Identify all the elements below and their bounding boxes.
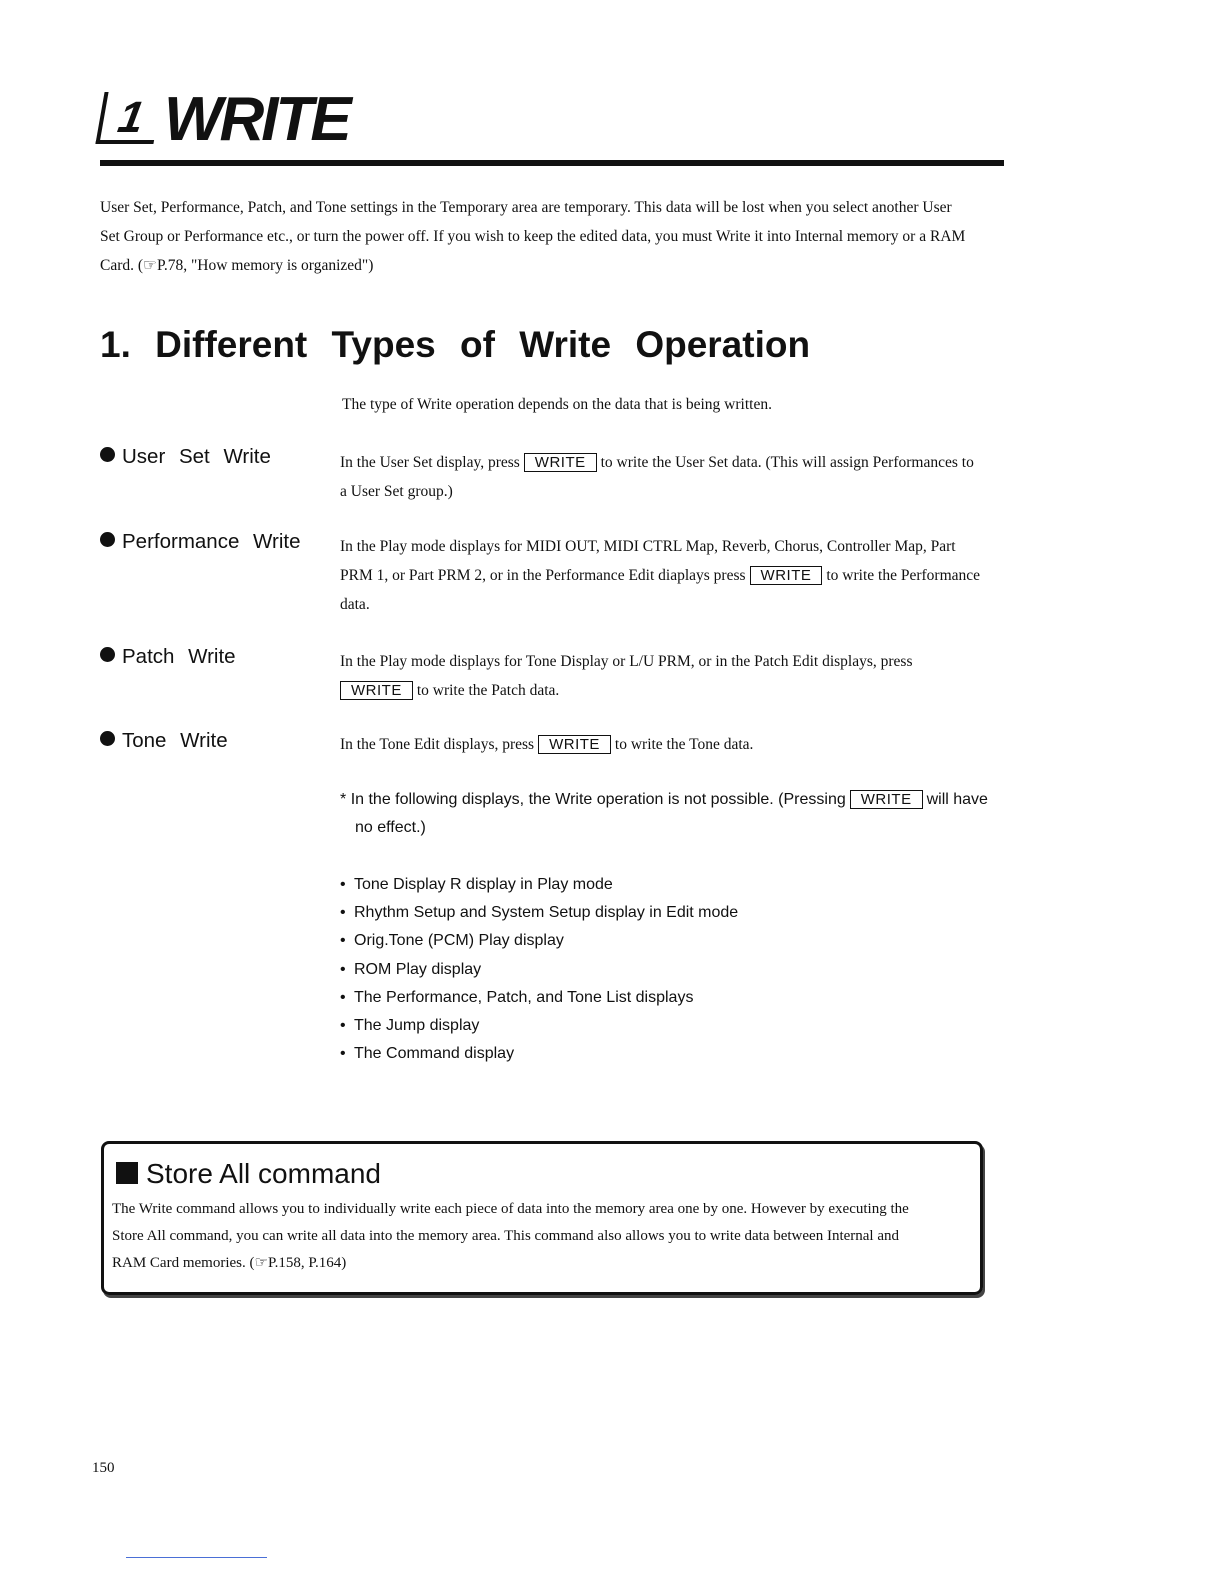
list-item <box>340 1040 940 1068</box>
intro-line: Set Group or Performance etc., or turn the power off. If you wish to keep the edited data, you must Write it into Internal memory or a RAM <box>100 228 966 245</box>
description-line: data. <box>340 596 370 613</box>
footer-rule <box>126 1557 267 1558</box>
description-text: In the User Set display, press <box>340 454 520 471</box>
reference-icon: ☞ <box>254 1255 268 1271</box>
note <box>340 786 1004 842</box>
asterisk-mark: * <box>340 791 347 808</box>
bullet-icon <box>100 447 115 462</box>
bullet-icon: • <box>340 876 346 893</box>
write-key: WRITE <box>750 566 823 585</box>
bullet-icon: • <box>340 1017 346 1035</box>
list-item-text: Tone Display R display in Play mode <box>354 876 613 893</box>
description-text: PRM 1, or Part PRM 2, or in the Performance Edit diaplays press <box>340 567 746 584</box>
write-type-label <box>100 643 336 671</box>
bullet-icon <box>100 532 115 547</box>
list-item <box>340 956 940 984</box>
write-type-label <box>100 528 336 556</box>
list-item <box>340 927 940 955</box>
intro-line: User Set, Performance, Patch, and Tone settings in the Temporary area are temporary. This data will be lost when you select another User <box>100 199 952 216</box>
write-type-label-text: Performance Write <box>122 530 301 553</box>
write-type-label-text: Patch Write <box>122 645 236 668</box>
note-line <box>340 786 1004 814</box>
chapter-title: WRITE <box>164 85 349 154</box>
write-type-description <box>340 647 1000 705</box>
write-key: WRITE <box>340 681 413 700</box>
description-line: In the Play mode displays for Tone Display or L/U PRM, or in the Patch Edit displays, press <box>340 653 913 670</box>
write-key: WRITE <box>538 735 611 754</box>
square-bullet-icon <box>116 1162 138 1184</box>
store-all-text-part: P.158, P.164) <box>267 1255 347 1271</box>
store-all-text-part: RAM Card memories. ( <box>112 1255 255 1271</box>
bullet-icon <box>100 731 115 746</box>
write-key: WRITE <box>850 790 923 809</box>
store-all-title <box>116 1156 381 1192</box>
description-text: to write the Performance <box>826 567 981 584</box>
list-item-text: The Jump display <box>354 1017 480 1035</box>
description-line <box>340 676 1000 705</box>
list-item <box>340 899 940 927</box>
intro-text: Card. ( <box>100 257 144 274</box>
description-text: In the Tone Edit displays, press <box>340 736 535 753</box>
list-item-text: ROM Play display <box>354 960 482 978</box>
description-line <box>340 730 1000 759</box>
bullet-icon: • <box>340 988 346 1006</box>
description-text: to write the Tone data. <box>614 736 754 753</box>
list-item-text: The Performance, Patch, and Tone List displays <box>354 988 694 1006</box>
page-number: 150 <box>92 1460 115 1476</box>
note-line: no effect.) <box>355 819 426 836</box>
description-text: to write the Patch data. <box>416 682 560 699</box>
store-all-title-text: Store All command <box>146 1158 381 1189</box>
list-item-text: The Command display <box>354 1045 515 1063</box>
chapter-title-rule <box>100 160 1004 166</box>
description-line <box>340 561 1000 590</box>
list-item-text: Orig.Tone (PCM) Play display <box>354 932 564 950</box>
description-text: to write the User Set data. (This will assign Performances to <box>600 454 974 471</box>
note-text: In the following displays, the Write operation is not possible. (Pressing <box>350 791 846 808</box>
description-line <box>340 448 1000 477</box>
list-item <box>340 984 940 1012</box>
description-line: In the Play mode displays for MIDI OUT, MIDI CTRL Map, Reverb, Chorus, Controller Map, Part <box>340 538 956 555</box>
bullet-icon: • <box>340 904 346 922</box>
not-possible-list <box>340 871 940 1068</box>
store-all-text <box>112 1196 972 1277</box>
write-type-description <box>340 730 1000 759</box>
write-type-label-text: Tone Write <box>122 729 228 752</box>
bullet-icon: • <box>340 932 346 950</box>
list-item-text: Rhythm Setup and System Setup display in Edit mode <box>354 904 739 922</box>
section-lead: The type of Write operation depends on the data that is being written. <box>342 396 772 413</box>
note-text: will have <box>926 791 988 808</box>
intro-text: P.78, "How memory is organized") <box>156 257 374 274</box>
bullet-icon: • <box>340 1045 346 1063</box>
bullet-icon: • <box>340 960 346 978</box>
list-item <box>340 1012 940 1040</box>
intro-line <box>100 251 1004 280</box>
intro-paragraph <box>100 193 1004 280</box>
store-all-line <box>112 1250 972 1277</box>
list-item <box>340 871 940 899</box>
bullet-icon <box>100 647 115 662</box>
description-line: a User Set group.) <box>340 483 453 500</box>
store-all-line: Store All command, you can write all data into the memory area. This command also allows you to write data between Internal and <box>112 1228 899 1244</box>
store-all-line: The Write command allows you to individually write each piece of data into the memory area one by one. However by executing the <box>112 1201 909 1217</box>
write-type-label <box>100 443 336 471</box>
write-key: WRITE <box>524 453 597 472</box>
reference-icon: ☞ <box>143 257 157 274</box>
write-type-label-text: User Set Write <box>122 445 271 468</box>
write-type-description <box>340 532 1000 619</box>
write-type-label <box>100 727 336 755</box>
write-type-description <box>340 448 1000 506</box>
section-title: 1. Different Types of Write Operation <box>100 324 811 365</box>
chapter-number: 1 <box>95 92 162 144</box>
